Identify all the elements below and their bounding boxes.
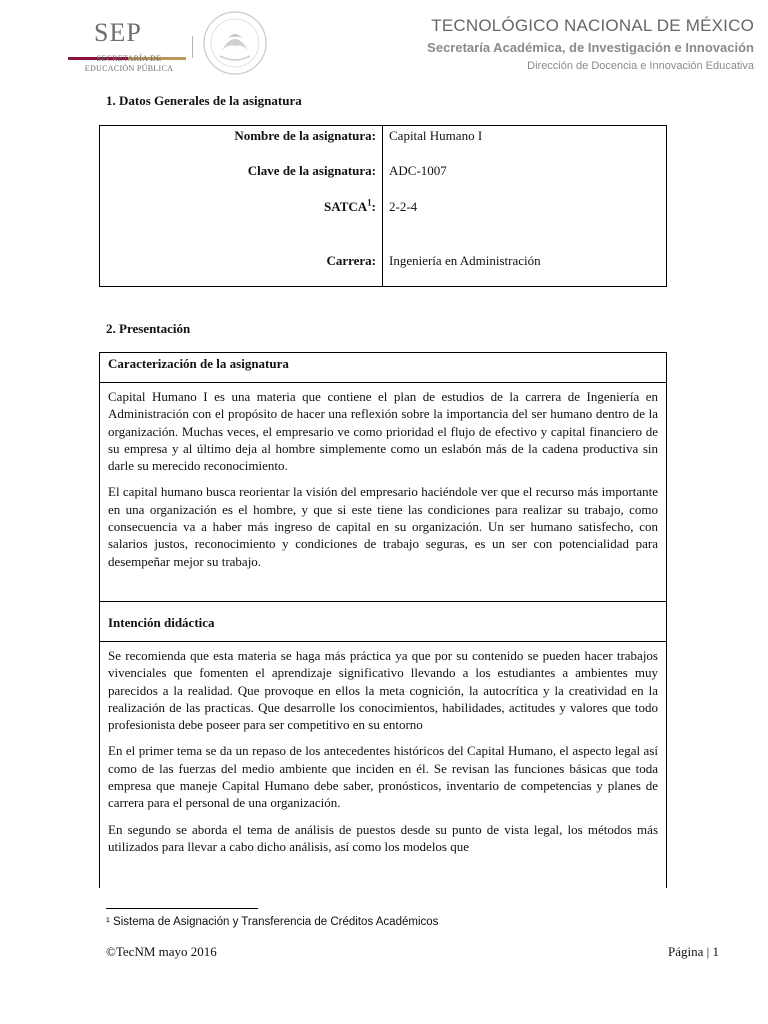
footnote-rule	[106, 908, 258, 909]
institution-name: TECNOLÓGICO NACIONAL DE MÉXICO	[431, 16, 754, 35]
header-divider	[192, 36, 193, 58]
sep-logo-word: SEP	[94, 18, 142, 47]
footnote: ¹ Sistema de Asignación y Transferencia de Créditos Académicos	[106, 916, 439, 928]
caracterizacion-heading: Caracterización de la asignatura	[100, 353, 666, 383]
general-data-table	[99, 125, 667, 287]
footer-page-number: Página | 1	[668, 944, 719, 959]
intencion-body	[100, 647, 666, 887]
presentation-table	[99, 352, 667, 888]
row-value: Ingeniería en Administración	[389, 253, 541, 268]
footer-copyright: ©TecNM mayo 2016	[106, 944, 217, 959]
paragraph: El capital humano busca reorientar la visión del empresario haciéndole ver que el recurso más importante en una organización es el hombre, y que si este tiene las condiciones para realizar su trabajo, como consecuencia va a haber más ingreso de capital en su organización. Un ser humano satisfecho, con salarios justos, reconocimiento y condiciones de trabajo seguras, es un ser con potencialidad para desempeñar mejor su trabajo.	[108, 484, 658, 569]
sep-logo-bar	[68, 47, 186, 50]
section2-heading: 2. Presentación	[106, 321, 191, 336]
row-label-satca: SATCA$^1$:	[324, 197, 376, 214]
sep-logo	[66, 16, 184, 78]
secretariat-name: Secretaría Académica, de Investigación e Innovación	[427, 40, 754, 55]
row-label: Clave de la asignatura:	[247, 163, 376, 178]
paragraph: Se recomienda que esta materia se haga más práctica ya que por su contenido se pueden hacer trabajos vivenciales que fomenten el aprendizaje significativo llevando a los estudiantes a ambientes muy parecidos a la realidad. Que provoque en ellos la meta cognición, la autocrítica y la creatividad en la realización de las practicas. Que desarrolle los conocimientos, habilidades, actitudes y valores que todo profesionista debe poseer para ser competitivo en su entorno	[108, 648, 658, 733]
mexico-seal-icon	[202, 10, 268, 76]
section1-heading: 1. Datos Generales de la asignatura	[106, 93, 302, 108]
paragraph: Capital Humano I es una materia que contiene el plan de estudios de la carrera de Ingeniería en Administración con el propósito de hacer una reflexión sobre la importancia del ser humano dentro de la organización. Muchas veces, el empresario ve como prioridad el flujo de efectivo y capital financiero de su empresa y al último deja al hombre simplemente como un eslabón más de la cadena productiva sin darle su merecido reconocimiento.	[108, 389, 658, 474]
row-label: Carrera:	[326, 253, 376, 268]
paragraph: En segundo se aborda el tema de análisis de puestos desde su punto de vista legal, los métodos más utilizados para llevar a cabo dicho análisis, así como los modelos que	[108, 821, 658, 854]
document-header	[0, 0, 768, 84]
row-value: Capital Humano I	[389, 128, 483, 143]
row-value: ADC-1007	[389, 163, 447, 178]
paragraph: En el primer tema se da un repaso de los antecedentes históricos del Capital Humano, el aspecto legal así como de las fuerzas del medio ambiente que inciden en él. Se revisan las funciones básicas que toda empresa que maneje Capital Humano debe saber, pronósticos, inventario de competencias y planes de carrera para el personal de una organización.	[108, 743, 658, 811]
direction-name: Dirección de Docencia e Innovación Educativa	[527, 60, 754, 72]
intencion-heading: Intención didáctica	[100, 612, 666, 642]
footnote-ref: 1	[367, 197, 372, 208]
table-column-divider	[382, 126, 383, 286]
row-label: Nombre de la asignatura:	[234, 128, 376, 143]
caracterizacion-body	[100, 388, 666, 602]
row-value: 2-2-4	[389, 199, 418, 214]
sep-logo-subtitle: SECRETARÍA DE EDUCACIÓN PÚBLICA	[84, 54, 174, 73]
